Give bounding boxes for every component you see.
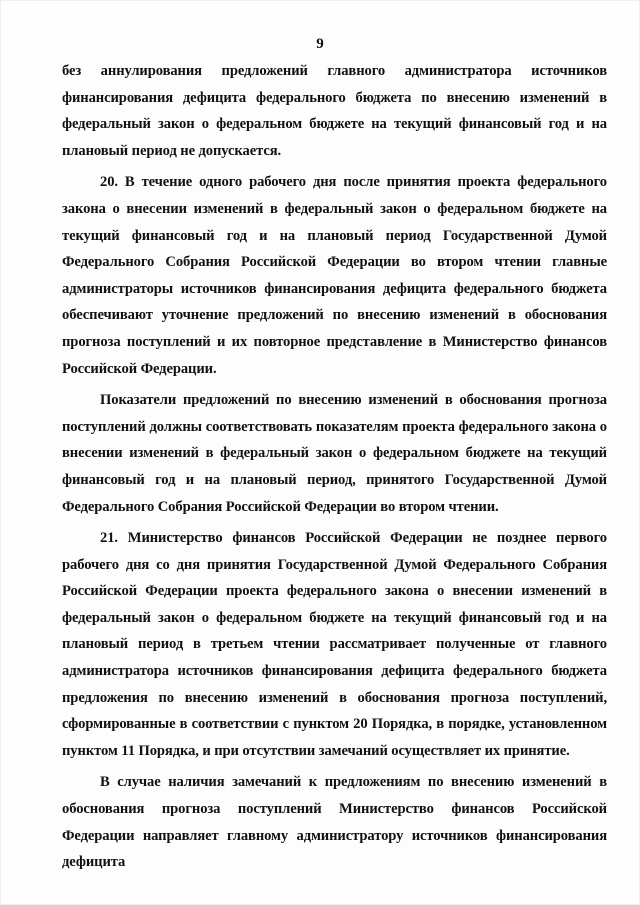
paragraph-indicators: Показатели предложений по внесению изменений в обоснования прогноза поступлений должны соответствовать показателям проекта федерального закона о внесении изменений в федеральный закон о федеральном бюджете на текущий финансовый год и на плановый период, принятого Государственной Думой Федерального Собрания Российской Федерации во втором чтении. (62, 392, 607, 515)
paragraph-remarks: В случае наличия замечаний к предложениям по внесению изменений в обоснования прогноза поступлений Министерство финансов Российской Федерации направляет главному администратору источников финансирования дефицита (62, 774, 607, 871)
paragraph-continuation: без аннулирования предложений главного администратора источников финансирования дефицита федерального бюджета по внесению изменений в федеральный закон о федеральном бюджете на текущий финансовый год и на плановый период не допускается. (62, 63, 607, 159)
paragraph-item-20: 20. В течение одного рабочего дня после принятия проекта федерального закона о внесении изменений в федеральный закон о федеральном бюджете на текущий финансовый год и на плановый период Государственной Думой Федерального Собрания Российской Федерации во втором чтении главные администраторы источников финансирования дефицита федерального бюджета обеспечивают уточнение предложений по внесению изменений в обоснования прогноза поступлений и их повторное представление в Министерство финансов Российской Федерации. (62, 174, 607, 377)
document-body (62, 58, 607, 881)
page-number: 9 (316, 36, 324, 52)
paragraph-item-21: 21. Министерство финансов Российской Федерации не позднее первого рабочего дня со дня принятия Государственной Думой Федерального Собрания Российской Федерации проекта федерального закона о внесении изменений в федеральный закон о федеральном бюджете на текущий финансовый год и на плановый период в третьем чтении рассматривает полученные от главного администратора источников финансирования дефицита федерального бюджета предложения по внесению изменений в обоснования прогноза поступлений, сформированные в соответствии с пунктом 20 Порядка, в порядке, установленном пунктом 11 Порядка, и при отсутствии замечаний осуществляет их принятие. (62, 530, 607, 759)
